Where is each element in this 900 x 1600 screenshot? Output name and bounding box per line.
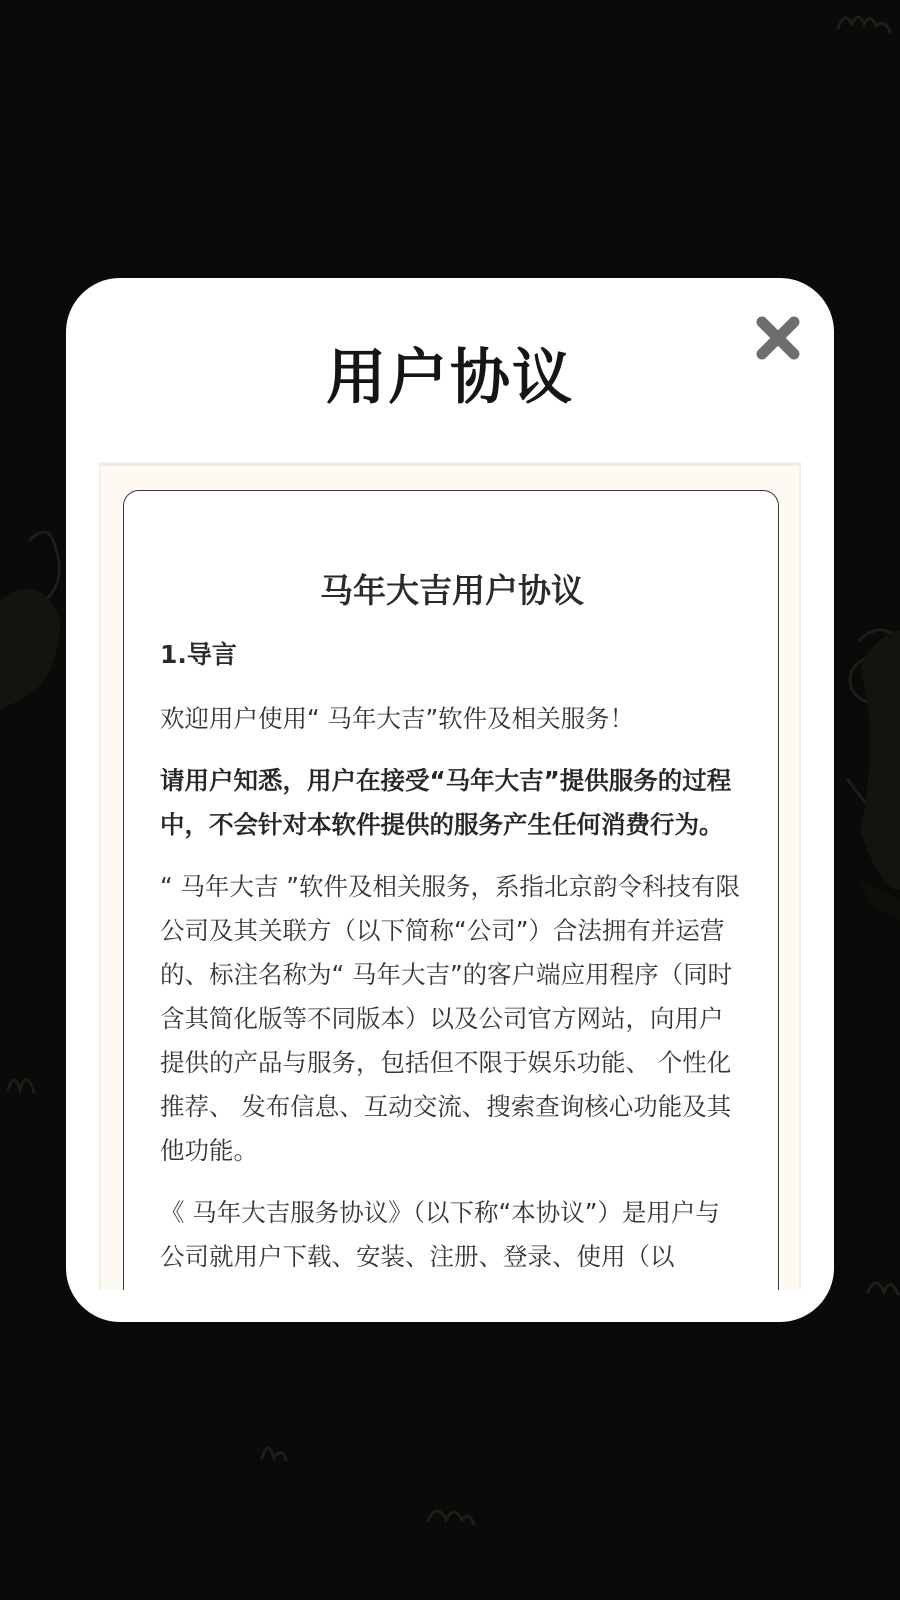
user-agreement-modal — [66, 278, 834, 1322]
section-heading: 1.导言 — [160, 640, 237, 669]
document-title: 马年大吉用户协议 — [320, 571, 584, 610]
welcome-paragraph: 欢迎用户使用“ 马年大吉”软件及相关服务！ — [160, 704, 635, 733]
agreement-scroll-area[interactable] — [99, 462, 801, 1290]
modal-title: 用户协议 — [326, 343, 574, 413]
close-button[interactable] — [754, 314, 802, 362]
definition-paragraph: “ 马年大吉 ”软件及相关服务，系指北京韵令科技有限公司及其关联方（以下简称“公司”）合法拥有并运营的、标注名称为“ 马年大吉”的客户端应用程序（同时含其简化版等不同版本）以及公司官方网站，向用户提供的产品与服务，包括但不限于娱乐功能、 个性化推荐、 发布信息、互动交流、搜索查询核心功能及其他功能。 — [160, 872, 740, 1165]
notice-paragraph: 请用户知悉，用户在接受“马年大吉”提供服务的过程中，不会针对本软件提供的服务产生任何消费行为。 — [160, 766, 732, 839]
agreement-document — [123, 490, 779, 1290]
agreement-intro-paragraph: 《 马年大吉服务协议》（以下称“本协议”）是用户与公司就用户下载、安装、注册、登录、使用（以 — [160, 1198, 720, 1271]
close-icon — [754, 314, 802, 362]
